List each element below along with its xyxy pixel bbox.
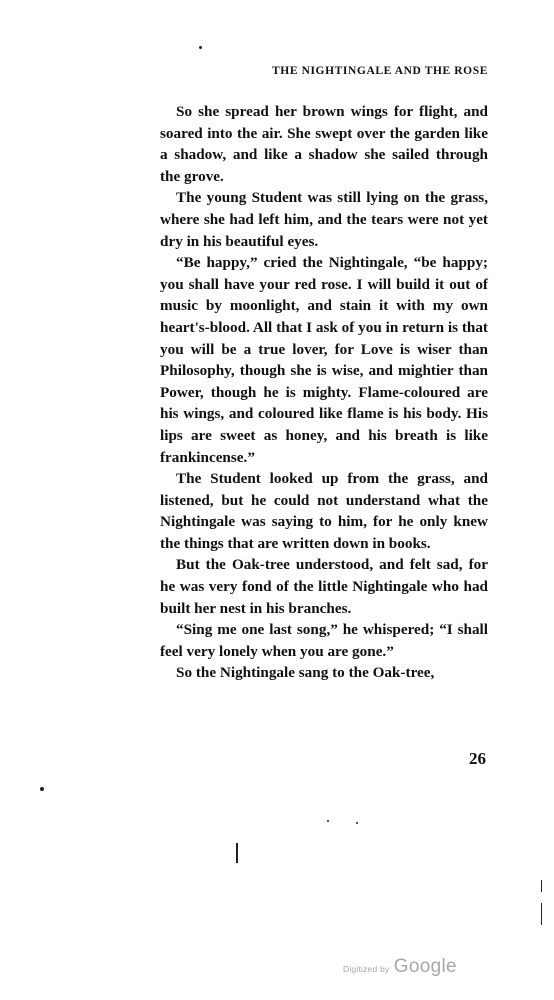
scan-speck [356, 822, 358, 824]
scan-mark [236, 843, 238, 863]
scan-speck [327, 820, 329, 822]
body-text [160, 101, 488, 684]
paragraph: But the Oak-tree understood, and felt sad, for he was very fond of the little Nightingale who had built her nest in his branches. [160, 556, 488, 617]
watermark-prefix: Digitized by [343, 964, 390, 974]
page-number: 26 [469, 749, 486, 768]
paragraph: “Sing me one last song,” he whispered; “I shall feel very lonely when you are gone.” [160, 621, 488, 660]
scan-speck [40, 787, 44, 791]
paragraph: The Student looked up from the grass, and listened, but he could not understand what the Nightingale was saying to him, for he only knew the things that are written down in books. [160, 470, 488, 552]
paragraph: So the Nightingale sang to the Oak-tree, [176, 664, 435, 682]
paragraph: So she spread her brown wings for flight, and soared into the air. She swept over the garden like a shadow, and like a shadow she sailed through the grove. [160, 103, 488, 185]
scan-mark [541, 880, 542, 892]
running-head: THE NIGHTINGALE AND THE ROSE [272, 65, 488, 77]
scan-mark [541, 903, 542, 925]
scan-speck [199, 46, 202, 49]
paragraph: The young Student was still lying on the grass, where she had left him, and the tears were not yet dry in his beautiful eyes. [160, 189, 488, 250]
watermark-brand: Google [393, 956, 457, 977]
digitized-by-google-watermark [343, 956, 457, 978]
paragraph: “Be happy,” cried the Nightingale, “be happy; you shall have your red rose. I will build it out of music by moonlight, and stain it with my own heart's-blood. All that I ask of you in return is that you will be a true lover, for Love is wiser than Philosophy, though she is wise, and mightier than Power, though he is mighty. Flame-coloured are his wings, and coloured like flame is his body. His lips are sweet as honey, and his breath is like frankincense.” [160, 254, 488, 466]
